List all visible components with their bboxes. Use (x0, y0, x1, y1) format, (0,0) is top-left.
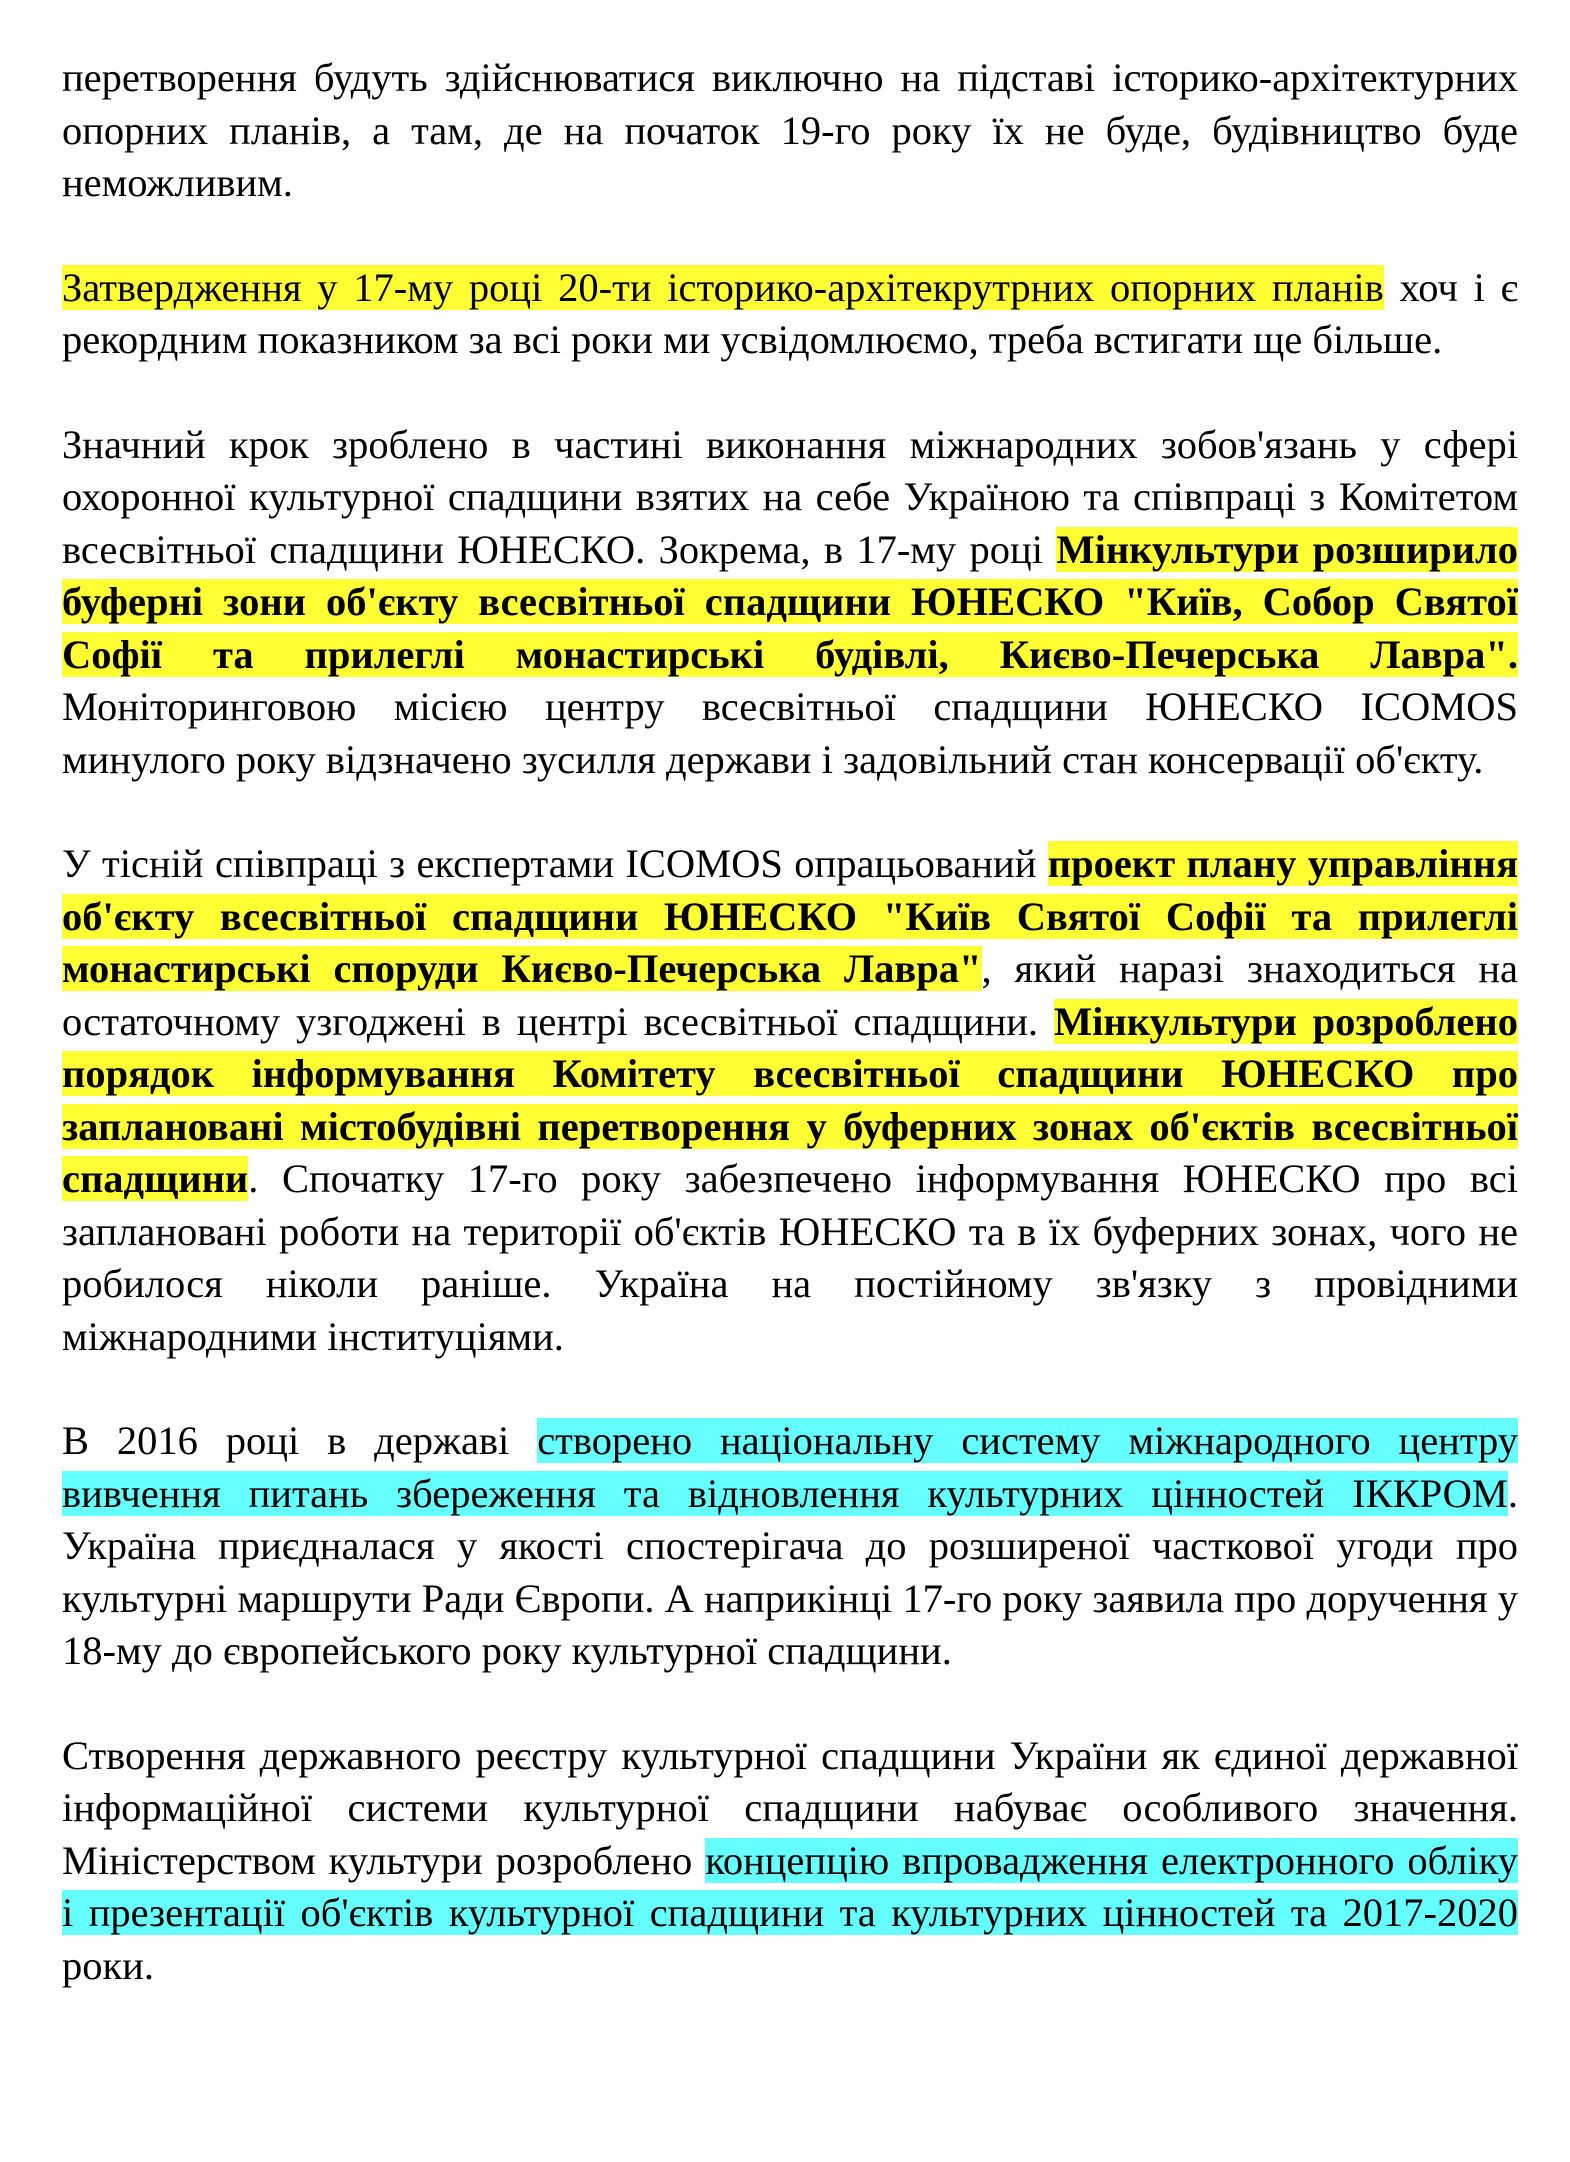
highlighted-bold-text: Мінкультури розроблено порядок інформування Комітету всесвітньої спадщини ЮНЕСКО про заплановані містобудівні перетворення у буферних зонах об'єктів всесвітньої спадщини (62, 998, 1518, 1201)
paragraph-4 (62, 838, 1518, 1363)
text-segment: перетворення будуть здійснюватися виключно на підставі історико-архітектурних опорних планів, а там, де на початок 19-го року їх не буде, будівництво буде неможливим. (62, 55, 1518, 205)
text-segment: . Спочатку 17-го року забезпечено інформування ЮНЕСКО про всі заплановані роботи на території об'єктів ЮНЕСКО та в їх буферних зонах, чого не робилося ніколи раніше. Україна на постійному зв'язку з провідними міжнародними інституціями. (62, 1156, 1518, 1359)
highlighted-bold-text: Мінкультури розширило буферні зони об'єкту всесвітньої спадщини ЮНЕСКО "Київ, Собор Святої Софії та прилеглі монастирські будівлі, Києво-Печерська Лавра". (62, 526, 1518, 677)
text-segment: роки. (62, 1942, 154, 1988)
text-segment: Моніторинговою місією центру всесвітньої спадщини ЮНЕСКО ICOMOS минулого року відзначено зусилля держави і задовільний стан консервації об'єкту. (62, 684, 1518, 782)
text-segment: хоч і є рекордним показником за всі роки ми усвідомлюємо, треба встигати ще більше. (62, 264, 1518, 362)
paragraph-1 (62, 52, 1518, 210)
paragraph-6 (62, 1730, 1518, 1993)
paragraph-2 (62, 262, 1518, 367)
text-segment: У тісній співпраці з експертами ICOMOS опрацьований (62, 841, 1048, 886)
text-segment: В 2016 році в державі (62, 1418, 538, 1463)
text-segment: Значний крок зроблено в частині виконання міжнародних зобов'язань у сфері охоронної культурної спадщини взятих на себе Україною та співпраці з Комітетом всесвітньої спадщини ЮНЕСКО. Зокрема, в 17-му році (62, 421, 1518, 572)
text-segment: . Україна приєдналася у якості спостерігача до розширеної часткової угоди про культурні маршрути Ради Європи. А наприкінці 17-го року заявила про доручення у 18-му до європейського року культурної спадщини. (62, 1470, 1518, 1673)
highlighted-text: Затвердження у 17-му році 20-ти історико-архітекрутрних опорних планів (62, 264, 1384, 310)
highlighted-text: концепцію впровадження електронного обліку і презентації об'єктів культурної спадщини та культурних цінностей та 2017-2020 (62, 1837, 1518, 1935)
paragraph-3 (62, 419, 1518, 787)
document-page (62, 52, 1518, 2044)
paragraph-5 (62, 1415, 1518, 1678)
highlighted-text: створено національну систему міжнародного центру вивчення питань збереження та відновлення культурних цінностей ІККРОМ (62, 1418, 1518, 1516)
text-segment: Створення державного реєстру культурної спадщини України як єдиної державної інформаційної системи культурної спадщини набуває особливого значення. Міністерством культури розроблено (62, 1732, 1518, 1883)
text-segment: , який наразі знаходиться на остаточному узгоджені в центрі всесвітньої спадщини. (62, 946, 1518, 1044)
highlighted-bold-text: проект плану управління об'єкту всесвітньої спадщини ЮНЕСКО "Київ Святої Софії та прилеглі монастирські споруди Києво-Печерська Лавра" (62, 841, 1518, 991)
